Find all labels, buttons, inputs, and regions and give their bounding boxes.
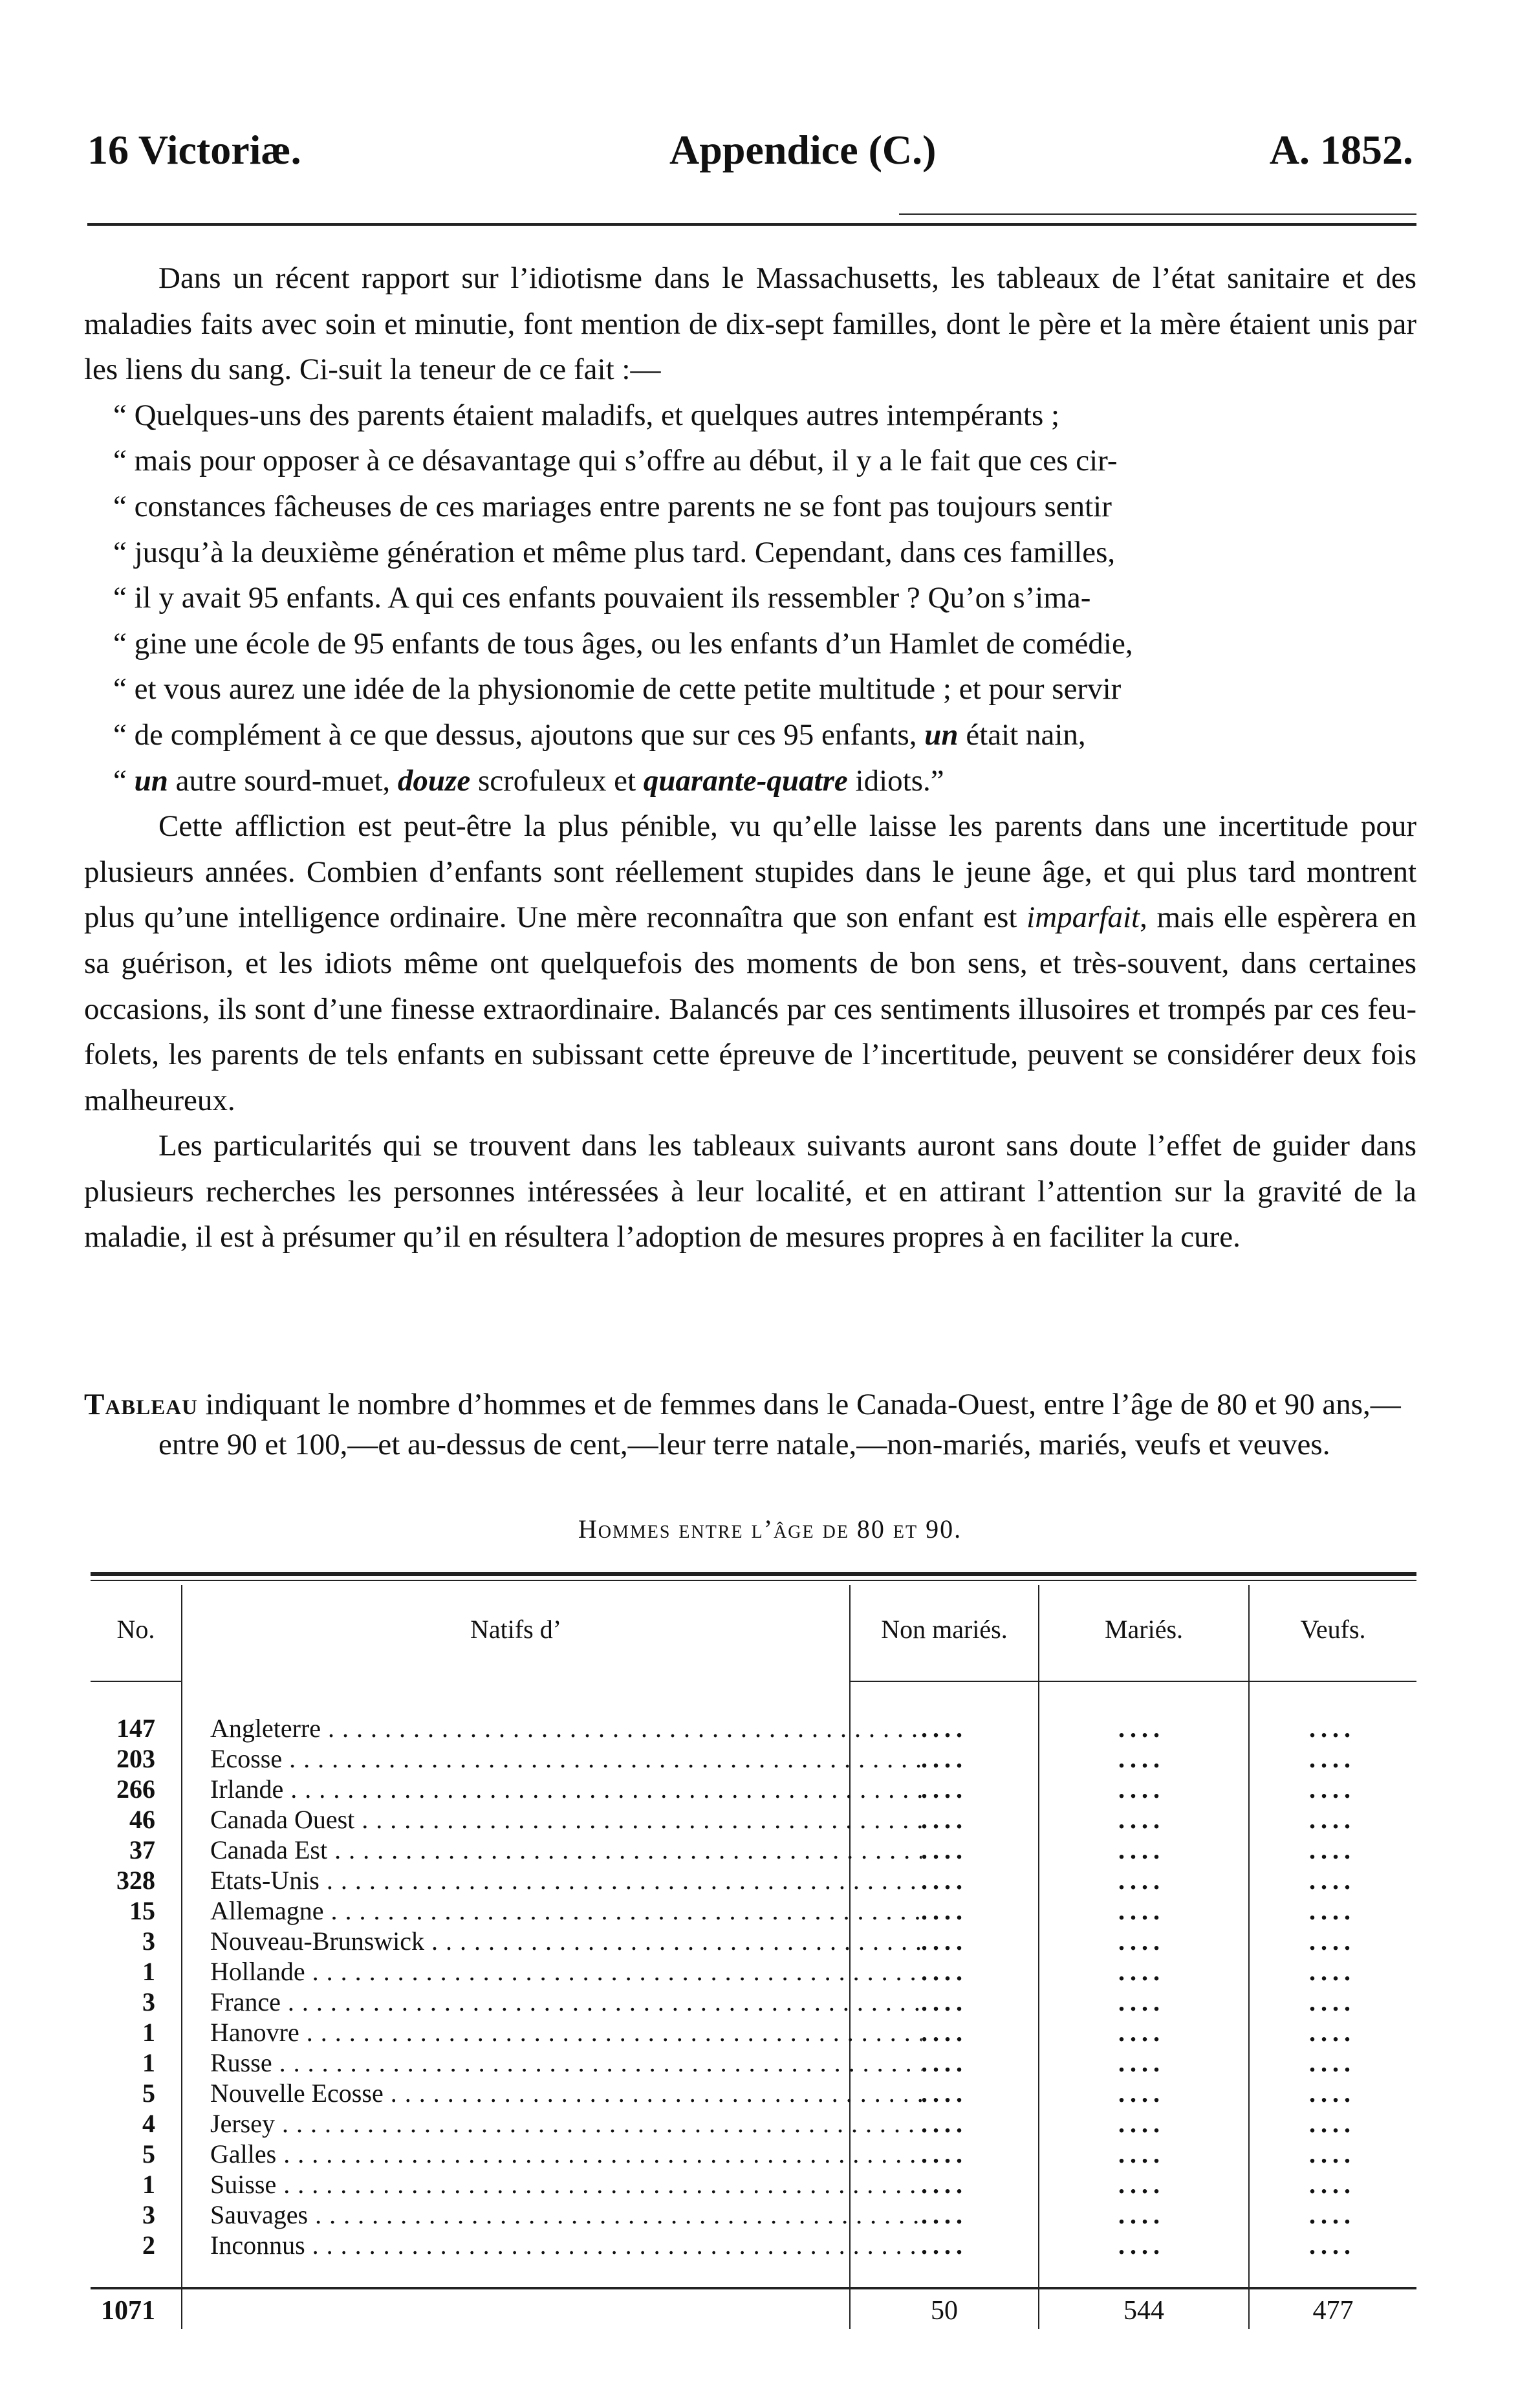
quote-text: “ de complément à ce que dessus, ajoutons que sur ces 95 enfants, xyxy=(113,717,917,752)
header-rule-thin xyxy=(899,213,1416,215)
row-maries: .... xyxy=(1118,2018,1165,2047)
totals-row xyxy=(91,2295,1416,2334)
table-row xyxy=(91,2047,1416,2078)
row-non-maries: .... xyxy=(921,2048,968,2077)
tableau-label: Tableau xyxy=(84,1388,198,1421)
column-header-no: No. xyxy=(116,1615,155,1644)
running-head xyxy=(87,126,1413,184)
total-rule xyxy=(91,2287,1416,2289)
row-maries: .... xyxy=(1118,2048,1165,2077)
table-row xyxy=(91,1804,1416,1835)
column-header-non-maries: Non mariés. xyxy=(881,1615,1008,1644)
tableau-subtitle: Hommes entre l’âge de 80 et 90. xyxy=(578,1514,962,1544)
row-birthplace: Angleterre . . . xyxy=(210,1713,922,1743)
row-veufs: .... xyxy=(1309,1927,1356,1956)
row-maries: .... xyxy=(1118,1866,1165,1895)
paragraph-text: Cette affliction est peut-être la plus pénible, vu qu’elle laisse les parents dans une incertitude pour plusieurs années. Combien d’enfants sont réellement stupides dans le jeune âge, et qui plus tard montrent plus qu’une intelligence ordinaire. Une mère reconnaîtra que son enfant est xyxy=(84,809,1416,935)
row-count: 328 xyxy=(116,1866,155,1895)
row-count: 1 xyxy=(142,1957,155,1986)
table-row xyxy=(91,2200,1416,2230)
row-non-maries: .... xyxy=(921,2109,968,2138)
row-count: 15 xyxy=(129,1896,155,1925)
row-veufs: .... xyxy=(1309,2231,1356,2260)
row-veufs: .... xyxy=(1309,1957,1356,1986)
quote-line: “ et vous aurez une idée de la physionomie de cette petite multitude ; et pour servir xyxy=(113,672,1122,706)
quote-text: autre sourd-muet, xyxy=(168,763,398,798)
row-birthplace: Nouvelle Ecosse . . . xyxy=(210,2078,922,2108)
table-row xyxy=(91,2139,1416,2169)
column-header-natifs: Natifs d’ xyxy=(470,1615,562,1644)
row-non-maries: .... xyxy=(921,1744,968,1773)
row-count: 5 xyxy=(142,2079,155,2108)
row-maries: .... xyxy=(1118,1714,1165,1743)
row-veufs: .... xyxy=(1309,2170,1356,2199)
row-maries: .... xyxy=(1118,2139,1165,2168)
row-maries: .... xyxy=(1118,1987,1165,2016)
row-count: 1 xyxy=(142,2170,155,2199)
total-count: 1071 xyxy=(101,2296,155,2326)
table-row xyxy=(91,2017,1416,2047)
quote-line: “ jusqu’à la deuxième génération et même plus tard. Cependant, dans ces familles, xyxy=(113,535,1116,569)
header-rule xyxy=(87,223,1416,226)
paragraph-particularites: Les particularités qui se trouvent dans les tableaux suivants auront sans doute l’effet de guider dans plusieurs recherches les personnes intéressées à leur localité, et en attirant l’attention sur la gravité de la maladie, il est à présumer qu’il en résultera l’adoption de mesures propres à en faciliter la cure. xyxy=(84,1129,1416,1254)
paragraph-intro: Dans un récent rapport sur l’idiotisme dans le Massachusetts, les tableaux de l’état sanitaire et des maladies faits avec soin et minutie, font mention de dix-sept familles, dont le père et la mère étaient unis par les liens du sang. Ci-suit la teneur de ce fait :— xyxy=(84,261,1416,387)
row-count: 266 xyxy=(116,1774,155,1804)
table-rule-head xyxy=(91,1580,1416,1581)
table-row xyxy=(91,1835,1416,1865)
row-veufs: .... xyxy=(1309,2109,1356,2138)
row-veufs: .... xyxy=(1309,1744,1356,1773)
row-non-maries: .... xyxy=(921,1896,968,1925)
row-maries: .... xyxy=(1118,2170,1165,2199)
row-count: 3 xyxy=(142,1987,155,2016)
body-text xyxy=(84,256,1416,1260)
table-row xyxy=(91,1713,1416,1743)
row-birthplace: Canada Ouest . . . xyxy=(210,1804,922,1835)
quote-text: idiots.” xyxy=(847,763,944,798)
row-non-maries: .... xyxy=(921,2139,968,2168)
row-veufs: .... xyxy=(1309,2048,1356,2077)
row-count: 1 xyxy=(142,2048,155,2077)
paragraph-text: , mais elle espèrera en sa guérison, et les idiots même ont quelquefois des moments de bon sens, et très-souvent, dans certaines occasions, ils sont d’une finesse extraordinaire. Balancés par ces sentiments illusoires et trompés par ces feu-folets, les parents de tels enfants en subissant cette épreuve de l’incertitude, peuvent se considérer deux fois malheureux. xyxy=(84,901,1416,1117)
row-non-maries: .... xyxy=(921,1805,968,1834)
table-row xyxy=(91,1895,1416,1926)
row-count: 3 xyxy=(142,2200,155,2229)
row-veufs: .... xyxy=(1309,1805,1356,1834)
row-birthplace: Hanovre . . . xyxy=(210,2017,922,2047)
row-birthplace: France . . . xyxy=(210,1987,922,2017)
row-maries: .... xyxy=(1118,2231,1165,2260)
row-veufs: .... xyxy=(1309,1866,1356,1895)
row-count: 2 xyxy=(142,2231,155,2260)
row-maries: .... xyxy=(1118,1744,1165,1773)
row-count: 5 xyxy=(142,2139,155,2168)
emphasis-word: imparfait xyxy=(1026,901,1140,935)
total-maries: 544 xyxy=(1123,2296,1164,2326)
quote-line: “ mais pour opposer à ce désavantage qui s’offre au début, il y a le fait que ces cir- xyxy=(113,444,1118,478)
row-birthplace: Galles . . . xyxy=(210,2139,922,2169)
row-count: 147 xyxy=(116,1714,155,1743)
table-row xyxy=(91,1743,1416,1774)
table-row xyxy=(91,1774,1416,1804)
row-non-maries: .... xyxy=(921,1866,968,1895)
total-veufs: 477 xyxy=(1312,2296,1354,2326)
row-non-maries: .... xyxy=(921,2200,968,2229)
row-maries: .... xyxy=(1118,1774,1165,1804)
row-birthplace: Inconnus . . . xyxy=(210,2230,922,2260)
row-birthplace: Ecosse . . . xyxy=(210,1743,922,1774)
row-birthplace: Canada Est . . . xyxy=(210,1835,922,1865)
row-maries: .... xyxy=(1118,2079,1165,2108)
row-non-maries: .... xyxy=(921,1835,968,1864)
row-maries: .... xyxy=(1118,1957,1165,1986)
row-non-maries: .... xyxy=(921,1987,968,2016)
quote-line: “ constances fâcheuses de ces mariages entre parents ne se font pas toujours sentir xyxy=(113,489,1112,523)
row-birthplace: Allemagne . . . xyxy=(210,1895,922,1926)
quote-line xyxy=(84,758,1416,804)
table-row xyxy=(91,2108,1416,2139)
table-rule-top xyxy=(91,1572,1416,1576)
row-maries: .... xyxy=(1118,1927,1165,1956)
quote-text: était nain, xyxy=(958,717,1086,752)
table-row xyxy=(91,1956,1416,1987)
row-birthplace: Irlande . . . xyxy=(210,1774,922,1804)
header-underline xyxy=(851,1681,1416,1682)
quote-text: scrofuleux et xyxy=(470,763,644,798)
column-header-maries: Mariés. xyxy=(1104,1615,1184,1644)
quote-emphasis: un xyxy=(924,717,959,752)
table-row xyxy=(91,1987,1416,2017)
row-birthplace: Russe . . . xyxy=(210,2047,922,2078)
total-non-maries: 50 xyxy=(931,2296,958,2326)
row-birthplace: Nouveau-Brunswick . . . xyxy=(210,1926,922,1956)
table-row xyxy=(91,1926,1416,1956)
row-veufs: .... xyxy=(1309,1987,1356,2016)
row-count: 4 xyxy=(142,2109,155,2138)
header-session: 16 Victoriæ. xyxy=(87,127,301,173)
table-row xyxy=(91,2078,1416,2108)
table-body xyxy=(91,1713,1416,2260)
row-birthplace: Suisse . . . xyxy=(210,2169,922,2200)
row-maries: .... xyxy=(1118,2200,1165,2229)
row-maries: .... xyxy=(1118,1835,1165,1864)
row-veufs: .... xyxy=(1309,2018,1356,2047)
row-veufs: .... xyxy=(1309,1774,1356,1804)
row-count: 1 xyxy=(142,2018,155,2047)
header-underline xyxy=(91,1681,181,1682)
paragraph-affliction xyxy=(84,803,1416,1123)
tableau-caption xyxy=(84,1384,1416,1465)
quote-line: “ gine une école de 95 enfants de tous âges, ou les enfants d’un Hamlet de comédie, xyxy=(113,626,1133,661)
row-count: 37 xyxy=(129,1835,155,1864)
quote-emphasis: un xyxy=(134,763,168,798)
row-non-maries: .... xyxy=(921,2018,968,2047)
quote-line xyxy=(84,712,1416,758)
row-birthplace: Sauvages . . . xyxy=(210,2200,922,2230)
row-non-maries: .... xyxy=(921,2231,968,2260)
row-veufs: .... xyxy=(1309,1714,1356,1743)
row-birthplace: Jersey . . . xyxy=(210,2108,922,2139)
row-veufs: .... xyxy=(1309,1835,1356,1864)
column-header-veufs: Veufs. xyxy=(1300,1615,1366,1644)
table-row xyxy=(91,2230,1416,2260)
header-title: Appendice (C.) xyxy=(669,127,937,173)
header-year: A. 1852. xyxy=(1269,127,1413,173)
row-birthplace: Hollande . . . xyxy=(210,1956,922,1987)
table-row xyxy=(91,1865,1416,1895)
quote-line: “ Quelques-uns des parents étaient maladifs, et quelques autres intempérants ; xyxy=(113,398,1060,432)
row-count: 3 xyxy=(142,1927,155,1956)
tableau-caption-text: indiquant le nombre d’hommes et de femmes dans le Canada-Ouest, entre l’âge de 80 et 90 ans,—entre 90 et 100,—et au-dessus de cent,—leur terre natale,—non-mariés, mariés, veufs et veuves. xyxy=(158,1388,1401,1461)
quote-line: “ il y avait 95 enfants. A qui ces enfants pouvaient ils ressembler ? Qu’on s’ima- xyxy=(113,581,1091,615)
row-maries: .... xyxy=(1118,1805,1165,1834)
row-veufs: .... xyxy=(1309,2079,1356,2108)
row-maries: .... xyxy=(1118,2109,1165,2138)
row-veufs: .... xyxy=(1309,2139,1356,2168)
row-maries: .... xyxy=(1118,1896,1165,1925)
quote-emphasis: douze xyxy=(397,763,471,798)
row-non-maries: .... xyxy=(921,1714,968,1743)
row-non-maries: .... xyxy=(921,2170,968,2199)
row-non-maries: .... xyxy=(921,1957,968,1986)
row-non-maries: .... xyxy=(921,2079,968,2108)
row-count: 46 xyxy=(129,1805,155,1834)
row-count: 203 xyxy=(116,1744,155,1773)
row-non-maries: .... xyxy=(921,1774,968,1804)
row-veufs: .... xyxy=(1309,2200,1356,2229)
row-non-maries: .... xyxy=(921,1927,968,1956)
row-birthplace: Etats-Unis . . . xyxy=(210,1865,922,1895)
quote-emphasis: quarante-quatre xyxy=(643,763,848,798)
quote-mark: “ xyxy=(113,763,135,798)
table-row xyxy=(91,2169,1416,2200)
row-veufs: .... xyxy=(1309,1896,1356,1925)
